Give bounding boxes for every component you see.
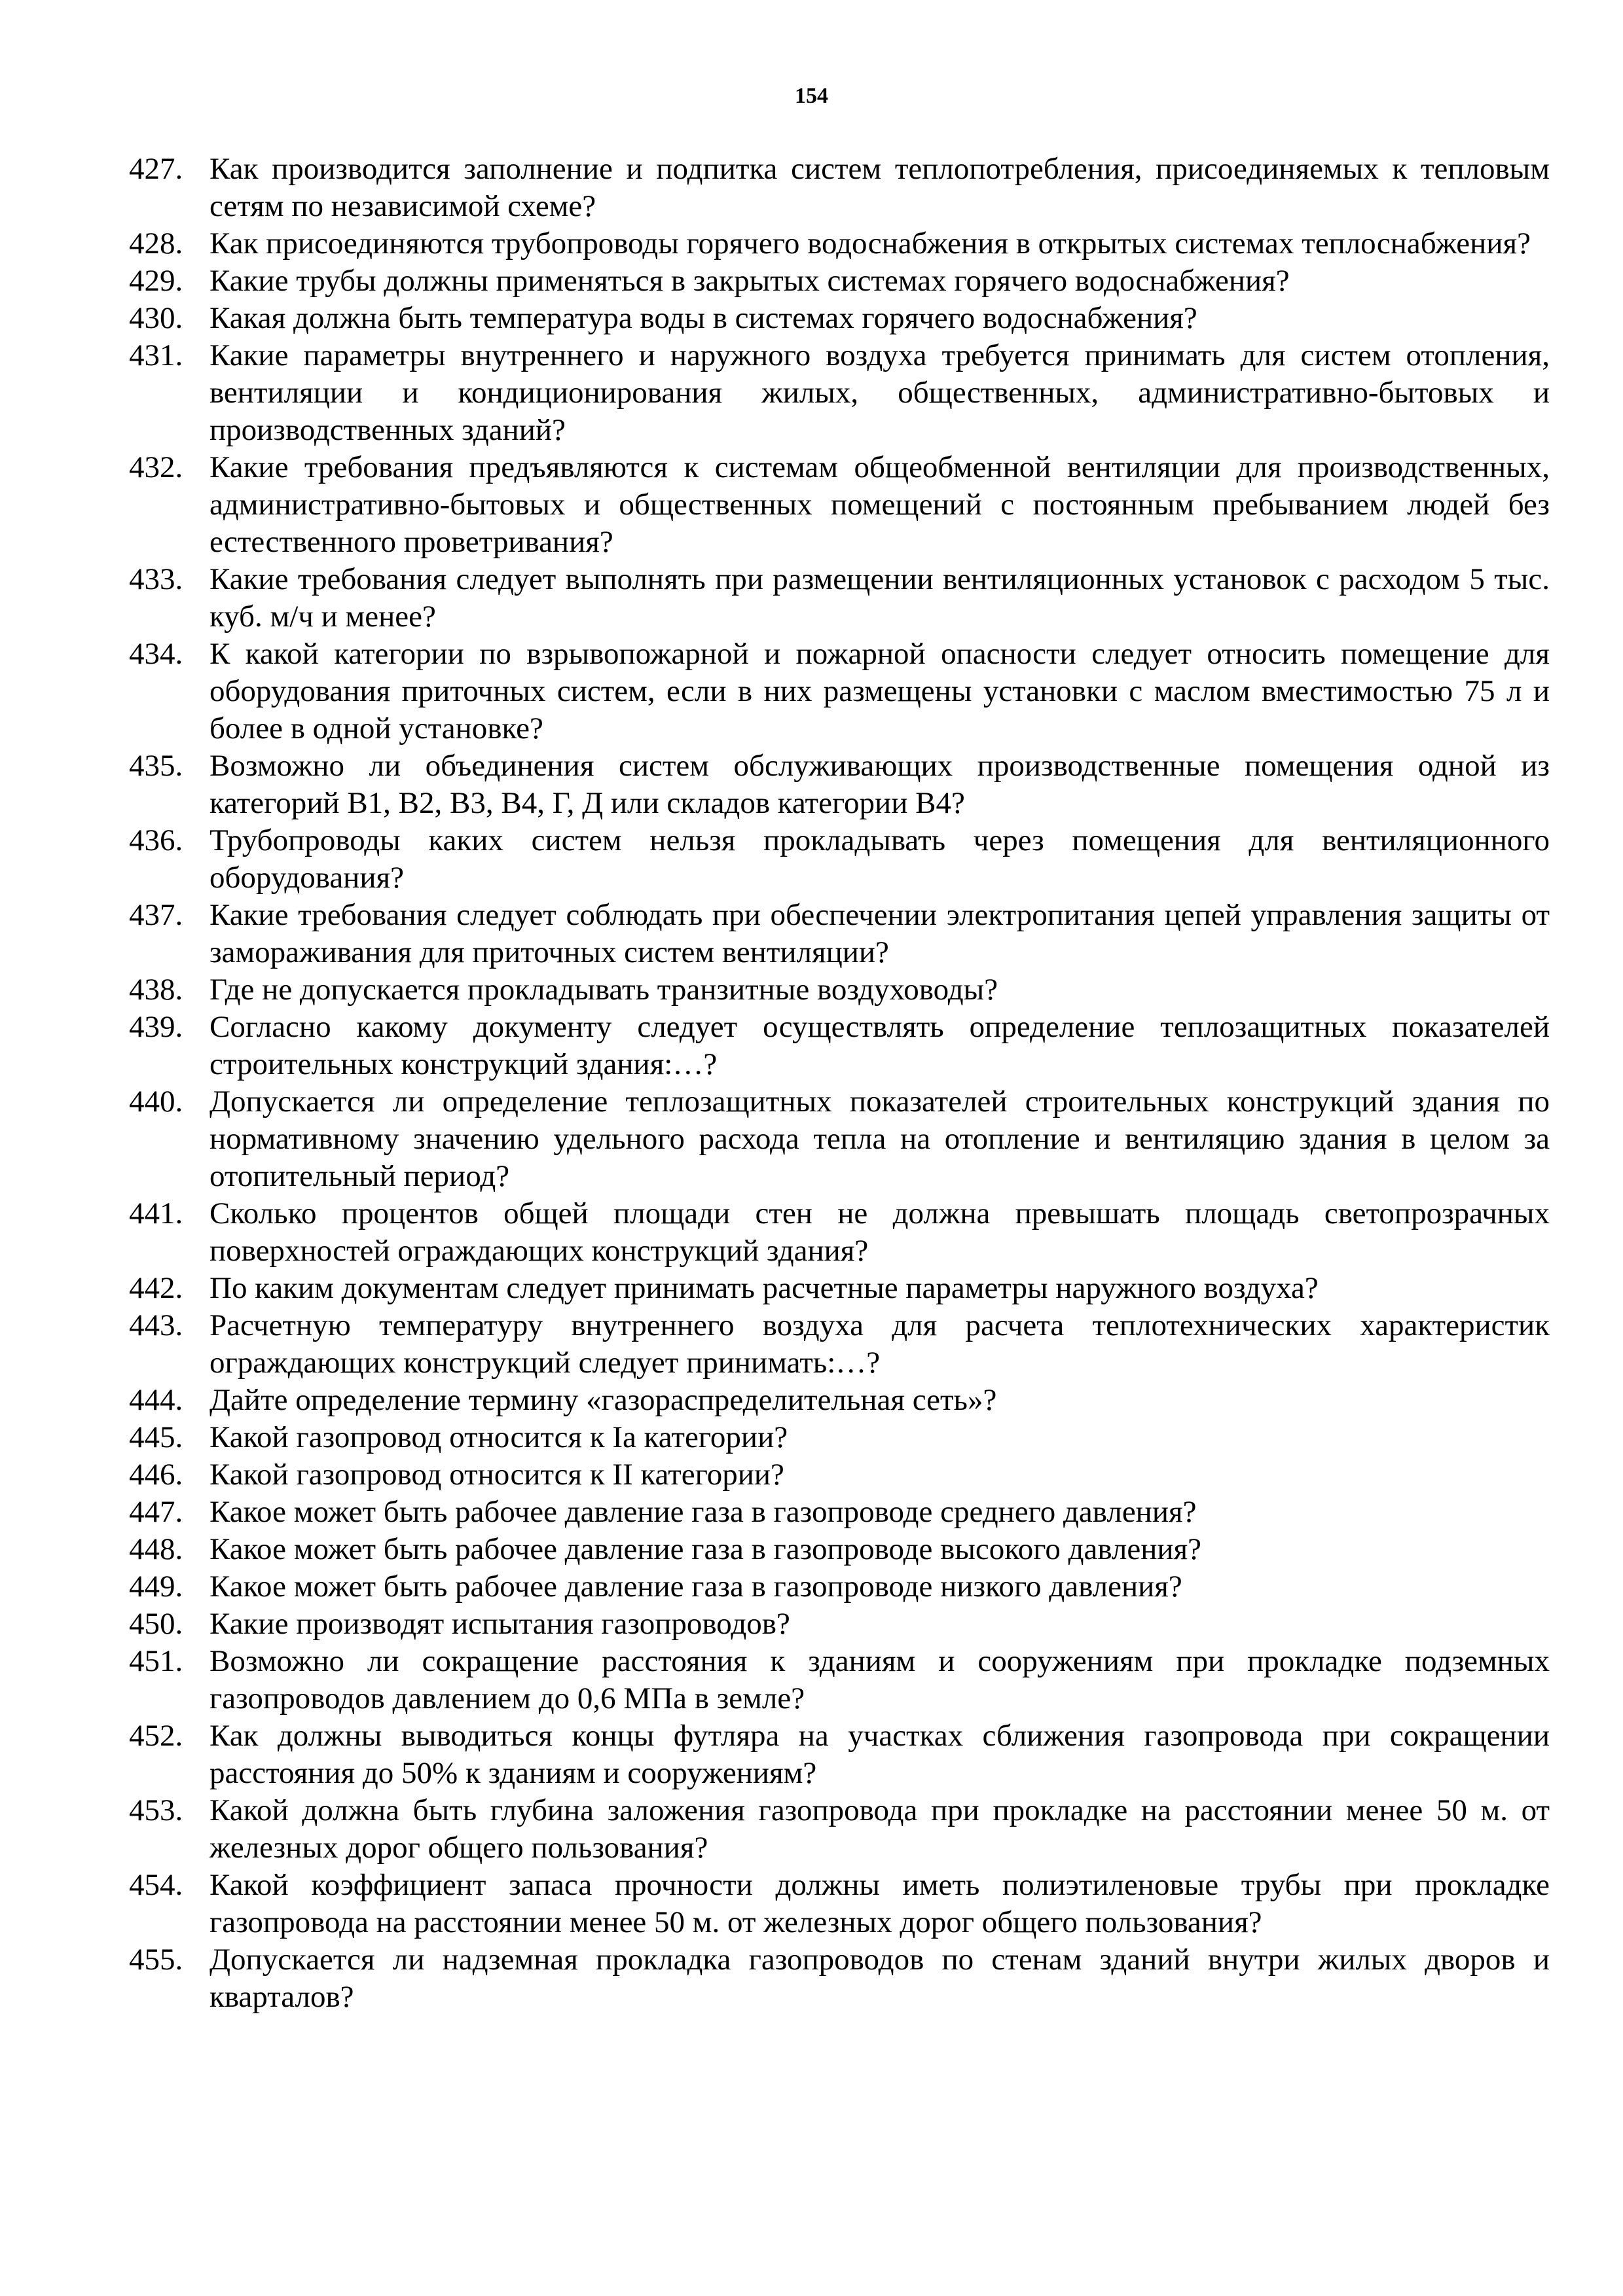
question-number: 449.	[129, 1570, 183, 1604]
page-number: 154	[795, 84, 828, 108]
question-text: Возможно ли объединения систем обслуживающих производственные помещения одной из категорий В1, В2, В3, В4, Г, Д или складов категории В4?	[210, 749, 1550, 820]
question-item	[129, 1867, 1550, 1941]
question-item	[129, 1717, 1550, 1792]
question-item	[129, 449, 1550, 561]
question-item	[129, 1419, 1550, 1456]
question-text: Какие производят испытания газопроводов?	[210, 1607, 790, 1641]
question-number: 431.	[129, 338, 183, 372]
question-text: Какая должна быть температура воды в системах горячего водоснабжения?	[210, 301, 1197, 335]
question-number: 438.	[129, 973, 183, 1007]
question-number: 455.	[129, 1943, 183, 1977]
question-number: 436.	[129, 823, 183, 857]
question-item	[129, 262, 1550, 300]
question-item	[129, 747, 1550, 822]
question-number: 428.	[129, 226, 183, 260]
question-number: 429.	[129, 264, 183, 298]
question-number: 451.	[129, 1644, 183, 1678]
question-number: 430.	[129, 301, 183, 335]
question-text: Какое может быть рабочее давление газа в газопроводе низкого давления?	[210, 1570, 1182, 1604]
question-number: 427.	[129, 152, 183, 186]
question-number: 454.	[129, 1868, 183, 1902]
question-text: Как производится заполнение и подпитка систем теплопотребления, присоединяемых к тепловым сетям по независимой схеме?	[210, 152, 1550, 223]
question-text: Какой газопровод относится к II категории?	[210, 1458, 784, 1492]
question-number: 441.	[129, 1196, 183, 1230]
question-item	[129, 300, 1550, 337]
question-number: 447.	[129, 1495, 183, 1529]
question-item	[129, 1941, 1550, 2016]
question-item	[129, 636, 1550, 747]
question-item	[129, 225, 1550, 262]
question-number: 434.	[129, 637, 183, 671]
question-number: 448.	[129, 1532, 183, 1566]
question-text: Возможно ли сокращение расстояния к зданиям и сооружениям при прокладке подземных газопроводов давлением до 0,6 МПа в земле?	[210, 1644, 1550, 1715]
question-text: Как должны выводиться концы футляра на участках сближения газопровода при сокращении расстояния до 50% к зданиям и сооружениям?	[210, 1719, 1550, 1790]
question-item	[129, 1270, 1550, 1307]
question-item	[129, 1307, 1550, 1382]
question-text: Какой газопровод относится к Iа категории?	[210, 1420, 788, 1454]
question-item	[129, 1382, 1550, 1419]
question-number: 443.	[129, 1308, 183, 1342]
question-number: 433.	[129, 562, 183, 596]
question-number: 440.	[129, 1085, 183, 1119]
question-text: Какие трубы должны применяться в закрытых системах горячего водоснабжения?	[210, 264, 1290, 298]
question-item	[129, 822, 1550, 897]
question-item	[129, 1456, 1550, 1494]
question-number: 453.	[129, 1793, 183, 1827]
question-item	[129, 897, 1550, 971]
question-text: Сколько процентов общей площади стен не должна превышать площадь светопрозрачных поверхностей ограждающих конструкций здания?	[210, 1196, 1550, 1268]
question-item	[129, 561, 1550, 636]
question-item	[129, 1792, 1550, 1867]
question-text: Допускается ли надземная прокладка газопроводов по стенам зданий внутри жилых дворов и кварталов?	[210, 1943, 1550, 2014]
question-item	[129, 151, 1550, 225]
question-text: Какой коэффициент запаса прочности должны иметь полиэтиленовые трубы при прокладке газопровода на расстоянии менее 50 м. от железных дорог общего пользования?	[210, 1868, 1550, 1939]
question-item	[129, 1195, 1550, 1270]
question-item	[129, 1568, 1550, 1605]
question-item	[129, 337, 1550, 449]
question-number: 432.	[129, 450, 183, 484]
question-text: Как присоединяются трубопроводы горячего водоснабжения в открытых системах теплоснабжения?	[210, 226, 1531, 260]
question-text: Какие требования предъявляются к системам общеобменной вентиляции для производственных, административно-бытовых и общественных помещений с постоянным пребыванием людей без естественного проветривания?	[210, 450, 1550, 559]
question-text: Какие требования следует соблюдать при обеспечении электропитания цепей управления защиты от замораживания для приточных систем вентиляции?	[210, 898, 1550, 969]
question-text: Какое может быть рабочее давление газа в газопроводе высокого давления?	[210, 1532, 1202, 1566]
question-number: 435.	[129, 749, 183, 783]
question-text: Согласно какому документу следует осуществлять определение теплозащитных показателей строительных конструкций здания:…?	[210, 1010, 1550, 1081]
question-text: Где не допускается прокладывать транзитные воздуховоды?	[210, 973, 998, 1007]
question-text: Какое может быть рабочее давление газа в газопроводе среднего давления?	[210, 1495, 1197, 1529]
question-text: Допускается ли определение теплозащитных показателей строительных конструкций здания по нормативному значению удельного расхода тепла на отопление и вентиляцию здания в целом за отопительный период?	[210, 1085, 1550, 1193]
question-text: Дайте определение термину «газораспределительная сеть»?	[210, 1383, 997, 1417]
question-number: 439.	[129, 1010, 183, 1044]
question-text: Какие требования следует выполнять при размещении вентиляционных установок с расходом 5 тыс. куб. м/ч и менее?	[210, 562, 1550, 634]
question-list	[129, 151, 1550, 2016]
question-text: Трубопроводы каких систем нельзя прокладывать через помещения для вентиляционного оборудования?	[210, 823, 1550, 895]
question-text: К какой категории по взрывопожарной и пожарной опасности следует относить помещение для оборудования приточных систем, если в них размещены установки с маслом вместимостью 75 л и более в одной установке?	[210, 637, 1550, 745]
question-item	[129, 1083, 1550, 1195]
question-text: Какой должна быть глубина заложения газопровода при прокладке на расстоянии менее 50 м. от железных дорог общего пользования?	[210, 1793, 1550, 1865]
question-item	[129, 1009, 1550, 1083]
question-number: 452.	[129, 1719, 183, 1753]
question-item	[129, 1531, 1550, 1568]
question-number: 446.	[129, 1458, 183, 1492]
question-item	[129, 1605, 1550, 1643]
question-number: 445.	[129, 1420, 183, 1454]
question-text: Расчетную температуру внутреннего воздуха для расчета теплотехнических характеристик ограждающих конструкций следует принимать:…?	[210, 1308, 1550, 1380]
question-number: 437.	[129, 898, 183, 932]
question-item	[129, 1494, 1550, 1531]
question-item	[129, 971, 1550, 1009]
question-text: Какие параметры внутреннего и наружного воздуха требуется принимать для систем отопления, вентиляции и кондиционирования жилых, общественных, административно-бытовых и производственных зданий?	[210, 338, 1550, 447]
question-number: 444.	[129, 1383, 183, 1417]
question-number: 442.	[129, 1271, 183, 1305]
question-text: По каким документам следует принимать расчетные параметры наружного воздуха?	[210, 1271, 1319, 1305]
question-number: 450.	[129, 1607, 183, 1641]
question-item	[129, 1643, 1550, 1717]
